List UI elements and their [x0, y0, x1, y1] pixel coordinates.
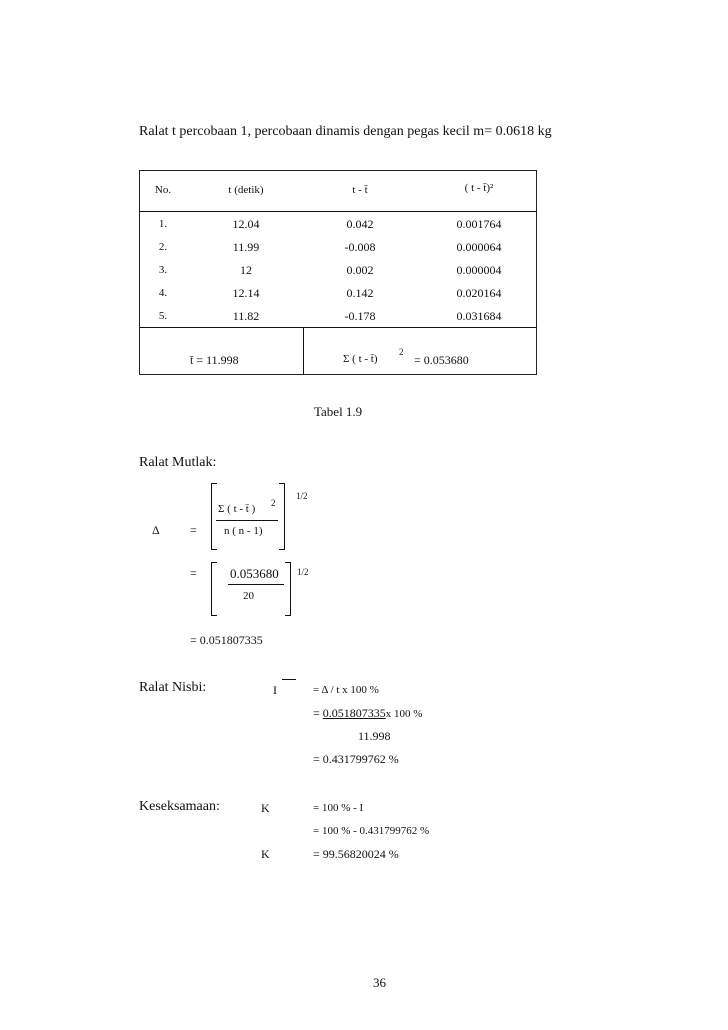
formula-numerator-exp: 2	[271, 498, 276, 508]
table-cell: 12.14	[232, 286, 260, 300]
delta-symbol: Δ	[152, 523, 160, 537]
formula-numerator: Σ ( t - t̄ )	[218, 503, 256, 515]
table-cell: 5.	[158, 310, 168, 322]
keseksamaan-line2: = 100 % - 0.431799762 %	[313, 825, 430, 837]
table-cell: 0.020164	[456, 286, 502, 300]
table-cell: 0.002	[346, 263, 374, 277]
table-footer-sum-exp: 2	[399, 347, 404, 357]
ralat-nisbi-line3: 11.998	[358, 729, 391, 743]
col-header-no: No.	[154, 184, 172, 196]
keseksamaan-line3: = 99.56820024 %	[313, 847, 399, 861]
table-cell: 0.142	[346, 286, 374, 300]
table-footer-divider	[139, 327, 537, 328]
formula-power-1: 1/2	[296, 491, 308, 501]
formula-denominator: n ( n - 1)	[224, 525, 263, 537]
table-cell: 11.82	[232, 309, 260, 323]
ralat-nisbi-line2-prefix: =	[313, 706, 323, 720]
table-cell: 12	[240, 263, 252, 277]
table-cell: 2.	[158, 241, 168, 253]
table-header-divider	[139, 211, 537, 212]
bracket-left-2-bottom	[211, 615, 217, 616]
equals-1: =	[190, 523, 197, 537]
equals-2: =	[190, 566, 197, 580]
fraction-bar-2	[228, 584, 284, 585]
ralat-mutlak-result: = 0.051807335	[190, 633, 263, 647]
bracket-right-1	[284, 483, 285, 550]
table-cell: -0.008	[344, 240, 376, 254]
col-header-squared: ( t - t̄)²	[464, 182, 494, 194]
keseksamaan-title: Keseksamaan:	[139, 799, 220, 814]
ralat-nisbi-symbol: I	[273, 683, 277, 697]
formula-num-value: 0.053680	[230, 566, 279, 581]
table-cell: -0.178	[344, 309, 376, 323]
ralat-nisbi-line2-num: 0.051807335	[322, 706, 386, 720]
ralat-nisbi-line2-suffix: x 100 %	[385, 708, 423, 720]
keseksamaan-symbol-1: K	[261, 801, 270, 815]
formula-den-value: 20	[243, 590, 254, 602]
bracket-left-1	[211, 483, 212, 550]
formula-power-2: 1/2	[297, 567, 309, 577]
page-number: 36	[373, 975, 386, 990]
table-footer-column-divider	[303, 327, 304, 375]
table-cell: 0.000004	[456, 263, 502, 277]
table-cell: 3.	[158, 264, 168, 276]
ralat-mutlak-title: Ralat Mutlak:	[139, 455, 217, 470]
col-header-t: t (detik)	[228, 184, 264, 196]
ralat-nisbi-line1: = Δ / t x 100 %	[313, 684, 379, 696]
ralat-nisbi-title: Ralat Nisbi:	[139, 680, 207, 695]
ralat-nisbi-line2	[313, 706, 422, 721]
ralat-nisbi-line4: = 0.431799762 %	[313, 752, 399, 766]
bracket-left-2-top	[211, 562, 217, 563]
table-cell: 0.042	[346, 217, 374, 231]
fraction-bar-1	[216, 520, 278, 521]
bracket-left-1-bottom	[211, 549, 217, 550]
col-header-t-minus-mean: t - t̄	[352, 184, 368, 196]
table-footer-mean: t̄ = 11.998	[190, 353, 239, 367]
bracket-left-1-top	[211, 483, 217, 484]
ralat-nisbi-overline	[282, 679, 296, 680]
bracket-right-1-bottom	[279, 549, 285, 550]
keseksamaan-line1: = 100 % - I	[313, 802, 364, 814]
table-cell: 11.99	[232, 240, 260, 254]
table-footer-sum-label: Σ ( t - t̄)	[343, 353, 378, 365]
table-cell: 0.000064	[456, 240, 502, 254]
table-caption: Tabel 1.9	[314, 404, 363, 419]
page-heading: Ralat t percobaan 1, percobaan dinamis dengan pegas kecil m= 0.0618 kg	[139, 124, 552, 139]
table-cell: 0.031684	[456, 309, 502, 323]
table-footer-sum-value: = 0.053680	[414, 353, 469, 367]
table-cell: 0.001764	[456, 217, 502, 231]
table-cell: 4.	[158, 287, 168, 299]
table-cell: 12.04	[232, 217, 260, 231]
bracket-left-2	[211, 562, 212, 616]
bracket-right-2-top	[285, 562, 291, 563]
bracket-right-2-bottom	[285, 615, 291, 616]
bracket-right-1-top	[279, 483, 285, 484]
keseksamaan-symbol-2: K	[261, 847, 270, 861]
table-cell: 1.	[158, 218, 168, 230]
bracket-right-2	[290, 562, 291, 616]
